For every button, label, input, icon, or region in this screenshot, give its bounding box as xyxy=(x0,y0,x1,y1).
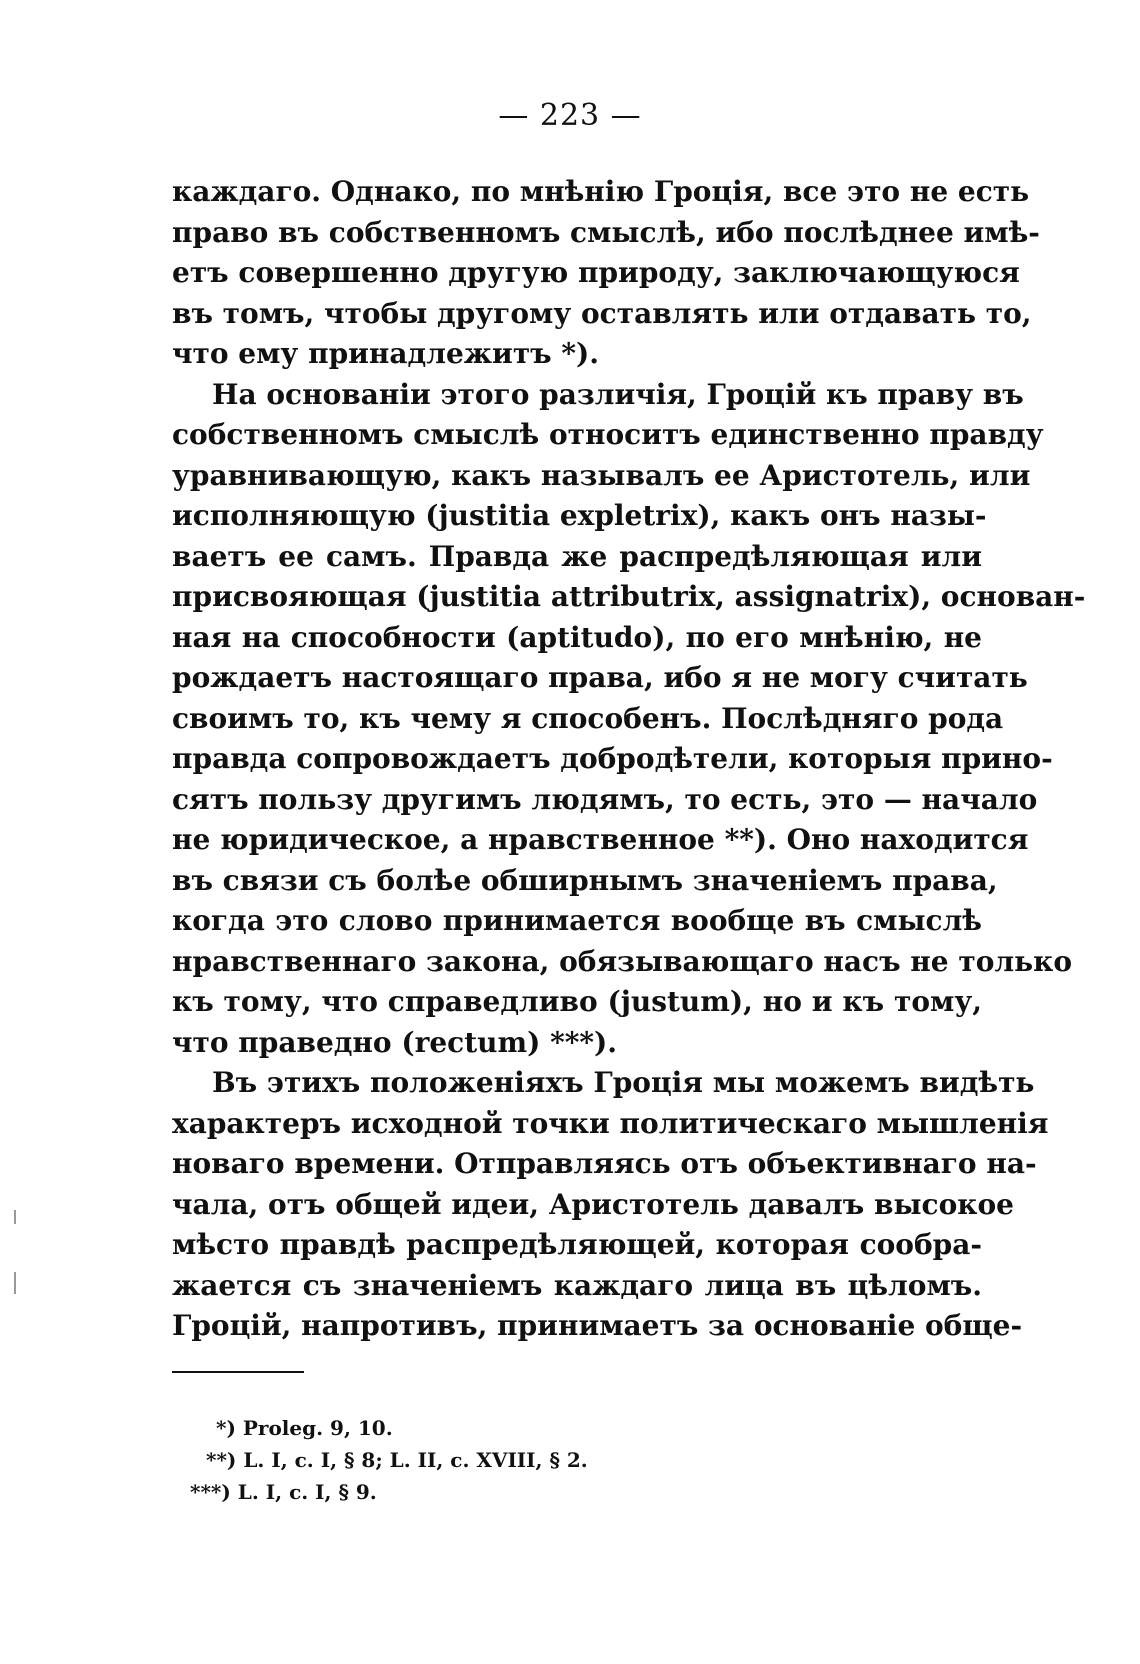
text-line: право въ собственномъ смыслѣ, ибо послѣднее имѣ- xyxy=(172,215,1040,249)
text-line: не юридическое, а нравственное **). Оно находится xyxy=(172,823,1029,856)
footnote: *) Proleg. 9, 10. xyxy=(216,1416,393,1440)
footnote-divider xyxy=(172,1371,304,1373)
footnotes xyxy=(172,1412,982,1508)
text-line: ваетъ ее самъ. Правда же распредѣляющая или xyxy=(172,539,982,573)
text-line: характеръ исходной точки политическаго мышленія xyxy=(172,1106,1049,1140)
text-line: новаго времени. Отправляясь отъ объективнаго на- xyxy=(172,1147,1037,1180)
text-line: своимъ то, къ чему я способенъ. Послѣдняго рода xyxy=(172,701,1004,735)
text-line: ная на способности (aptitudo), по его мнѣнію, не xyxy=(172,620,982,654)
text-line: чала, отъ общей идеи, Аристотель давалъ высокое xyxy=(172,1187,1014,1221)
text-line: уравнивающую, какъ называлъ ее Аристотель, или xyxy=(172,458,1031,492)
text-line: собственномъ смыслѣ относитъ единственно правду xyxy=(172,418,1044,451)
text-line: правда сопровождаетъ добродѣтели, которыя прино- xyxy=(172,742,1053,775)
text-line: На основаніи этого различія, Гроцій къ праву въ xyxy=(212,377,1024,411)
text-line: жается съ значеніемъ каждаго лица въ цѣломъ. xyxy=(172,1268,982,1302)
text-line: сятъ пользу другимъ людямъ, то есть, это — начало xyxy=(172,782,1038,816)
text-line: что ему принадлежитъ *). xyxy=(172,337,600,370)
scan-margin-mark xyxy=(14,1272,16,1294)
text-line: каждаго. Однако, по мнѣнію Гроція, все это не есть xyxy=(172,175,1030,208)
text-line: рождаетъ настоящаго права, ибо я не могу считать xyxy=(172,661,1028,694)
footnote: ***) L. I, c. I, § 9. xyxy=(190,1480,377,1504)
text-line: Въ этихъ положеніяхъ Гроція мы можемъ видѣть xyxy=(212,1066,1035,1099)
text-line: мѣсто правдѣ распредѣляющей, которая сообра- xyxy=(172,1228,982,1261)
scan-margin-mark xyxy=(14,1210,16,1224)
text-line: нравственнаго закона, обязывающаго насъ не только xyxy=(172,944,1073,978)
text-line: етъ совершенно другую природу, заключающуюся xyxy=(172,256,1020,289)
text-line: что праведно (rectum) ***). xyxy=(172,1025,618,1059)
text-line: въ томъ, чтобы другому оставлять или отдавать то, xyxy=(172,296,1032,330)
text-line: Гроцій, напротивъ, принимаетъ за основаніе обще- xyxy=(172,1309,1023,1342)
text-line: къ тому, что справедливо (justum), но и къ тому, xyxy=(172,985,982,1018)
text-line: когда это слово принимается вообще въ смыслѣ xyxy=(172,904,982,937)
text-line: присвояющая (justitia attributrix, assignatrix), основан- xyxy=(172,580,1086,613)
text-line: въ связи съ болѣе обширнымъ значеніемъ права, xyxy=(172,863,998,897)
text-line: исполняющую (justitia expletrix), какъ онъ назы- xyxy=(172,499,987,532)
page-number: — 223 — xyxy=(498,98,642,133)
footnote: **) L. I, c. I, § 8; L. II, c. XVIII, § 2. xyxy=(206,1448,588,1472)
body-text xyxy=(172,172,1086,1347)
